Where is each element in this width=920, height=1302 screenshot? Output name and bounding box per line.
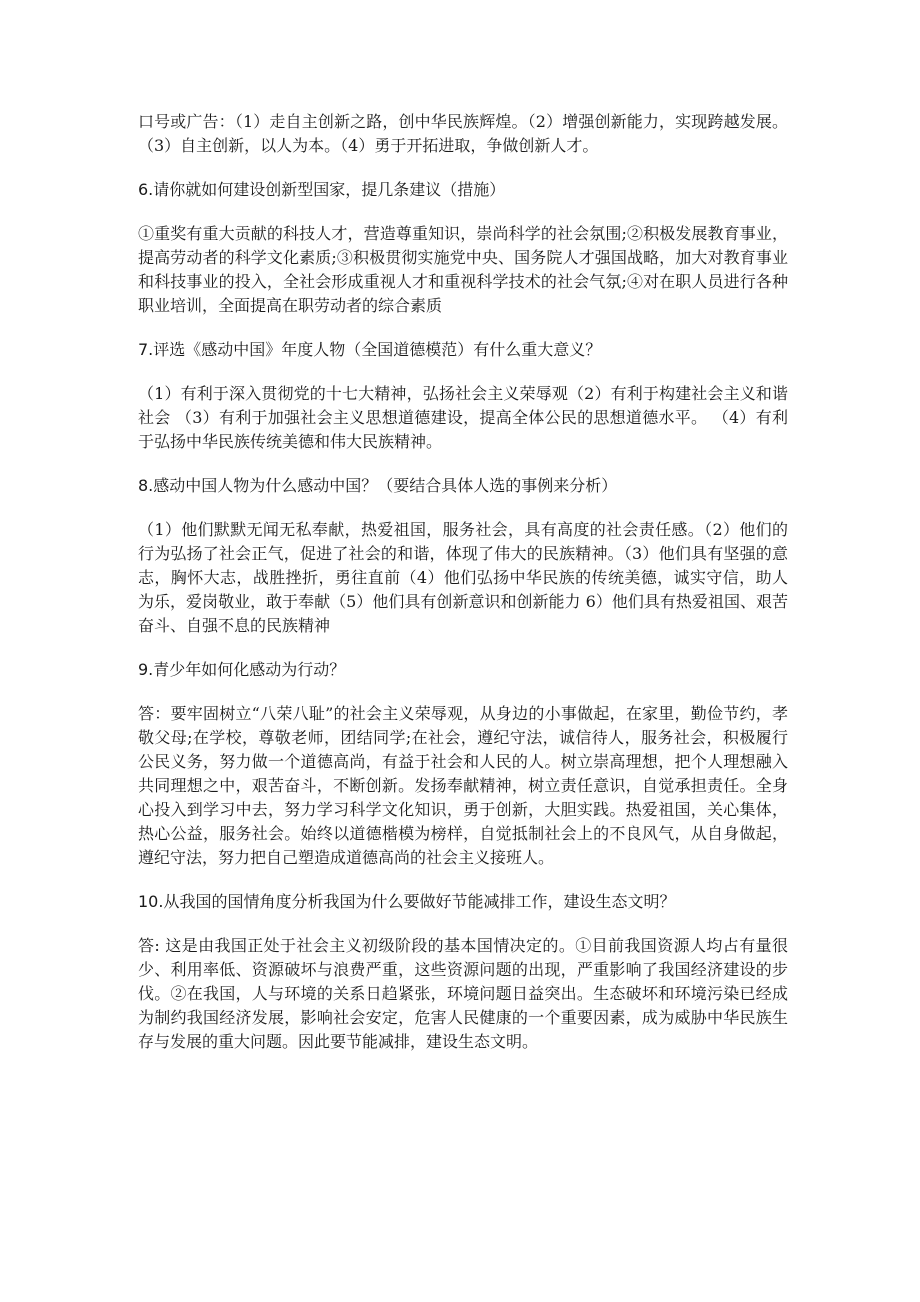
question-7-heading: 7.评选《感动中国》年度人物（全国道德模范）有什么重大意义？ [138,340,602,359]
answer-6-paragraph: ①重奖有重大贡献的科技人才，营造尊重知识，崇尚科学的社会氛围;②积极发展教育事业，提高劳动者的科学文化素质;③积极贯彻实施党中央、国务院人才强国战略，加大对教育事业和科技事业的投入，全社会形成重视人才和重视科学技术的社会气氛;④对在职人员进行各种职业培训，全面提高在职劳动者的综合素质 [138,224,788,315]
answer-8-paragraph: （1）他们默默无闻无私奉献，热爱祖国，服务社会，具有高度的社会责任感。（2）他们的行为弘扬了社会正气，促进了社会的和谐，体现了伟大的民族精神。（3）他们具有坚强的意志，胸怀大志，战胜挫折，勇往直前（4）他们弘扬中华民族的传统美德，诚实守信，助人为乐，爱岗敬业，敢于奉献（5）他们具有创新意识和创新能力 6）他们具有热爱祖国、艰苦奋斗、自强不息的民族精神 [138,520,788,635]
question-10-heading: 10.从我国的国情角度分析我国为什么要做好节能减排工作，建设生态文明？ [138,892,676,911]
answer-9-paragraph: 答：要牢固树立“八荣八耻”的社会主义荣辱观，从身边的小事做起，在家里，勤俭节约，孝敬父母;在学校，尊敬老师，团结同学;在社会，遵纪守法，诚信待人，服务社会，积极履行公民义务，努力做一个道德高尚，有益于社会和人民的人。树立崇高理想，把个人理想融入共同理想之中，艰苦奋斗，不断创新。发扬奉献精神，树立责任意识，自觉承担责任。全身心投入到学习中去，努力学习科学文化知识，勇于创新，大胆实践。热爱祖国，关心集体，热心公益，服务社会。始终以道德楷模为榜样，自觉抵制社会上的不良风气，从自身做起，遵纪守法，努力把自己塑造成道德高尚的社会主义接班人。 [138,704,788,867]
answer-7-paragraph: （1）有利于深入贯彻党的十七大精神，弘扬社会主义荣辱观（2）有利于构建社会主义和谐社会 （3）有利于加强社会主义思想道德建设，提高全体公民的思想道德水平。 （4）有利于弘扬中华民族传统美德和伟大民族精神。 [138,384,788,451]
document-page [138,110,788,1054]
question-9-heading: 9.青少年如何化感动为行动？ [138,660,346,679]
question-8-heading: 8.感动中国人物为什么感动中国？（要结合具体人选的事例来分析） [138,476,618,495]
question-6-heading: 6.请你就如何建设创新型国家，提几条建议（措施） [138,180,506,199]
answer-10-paragraph: 答: 这是由我国正处于社会主义初级阶段的基本国情决定的。①目前我国资源人均占有量很少、利用率低、资源破坏与浪费严重，这些资源问题的出现，严重影响了我国经济建设的步伐。②在我国，人与环境的关系日趋紧张，环境问题日益突出。生态破坏和环境污染已经成为制约我国经济发展，影响社会安定，危害人民健康的一个重要因素，成为威胁中华民族生存与发展的重大问题。因此要节能减排，建设生态文明。 [138,936,788,1051]
slogan-paragraph: 口号或广告：（1）走自主创新之路，创中华民族辉煌。（2）增强创新能力，实现跨越发展。（3）自主创新，以人为本。（4）勇于开拓进取，争做创新人才。 [138,112,788,155]
